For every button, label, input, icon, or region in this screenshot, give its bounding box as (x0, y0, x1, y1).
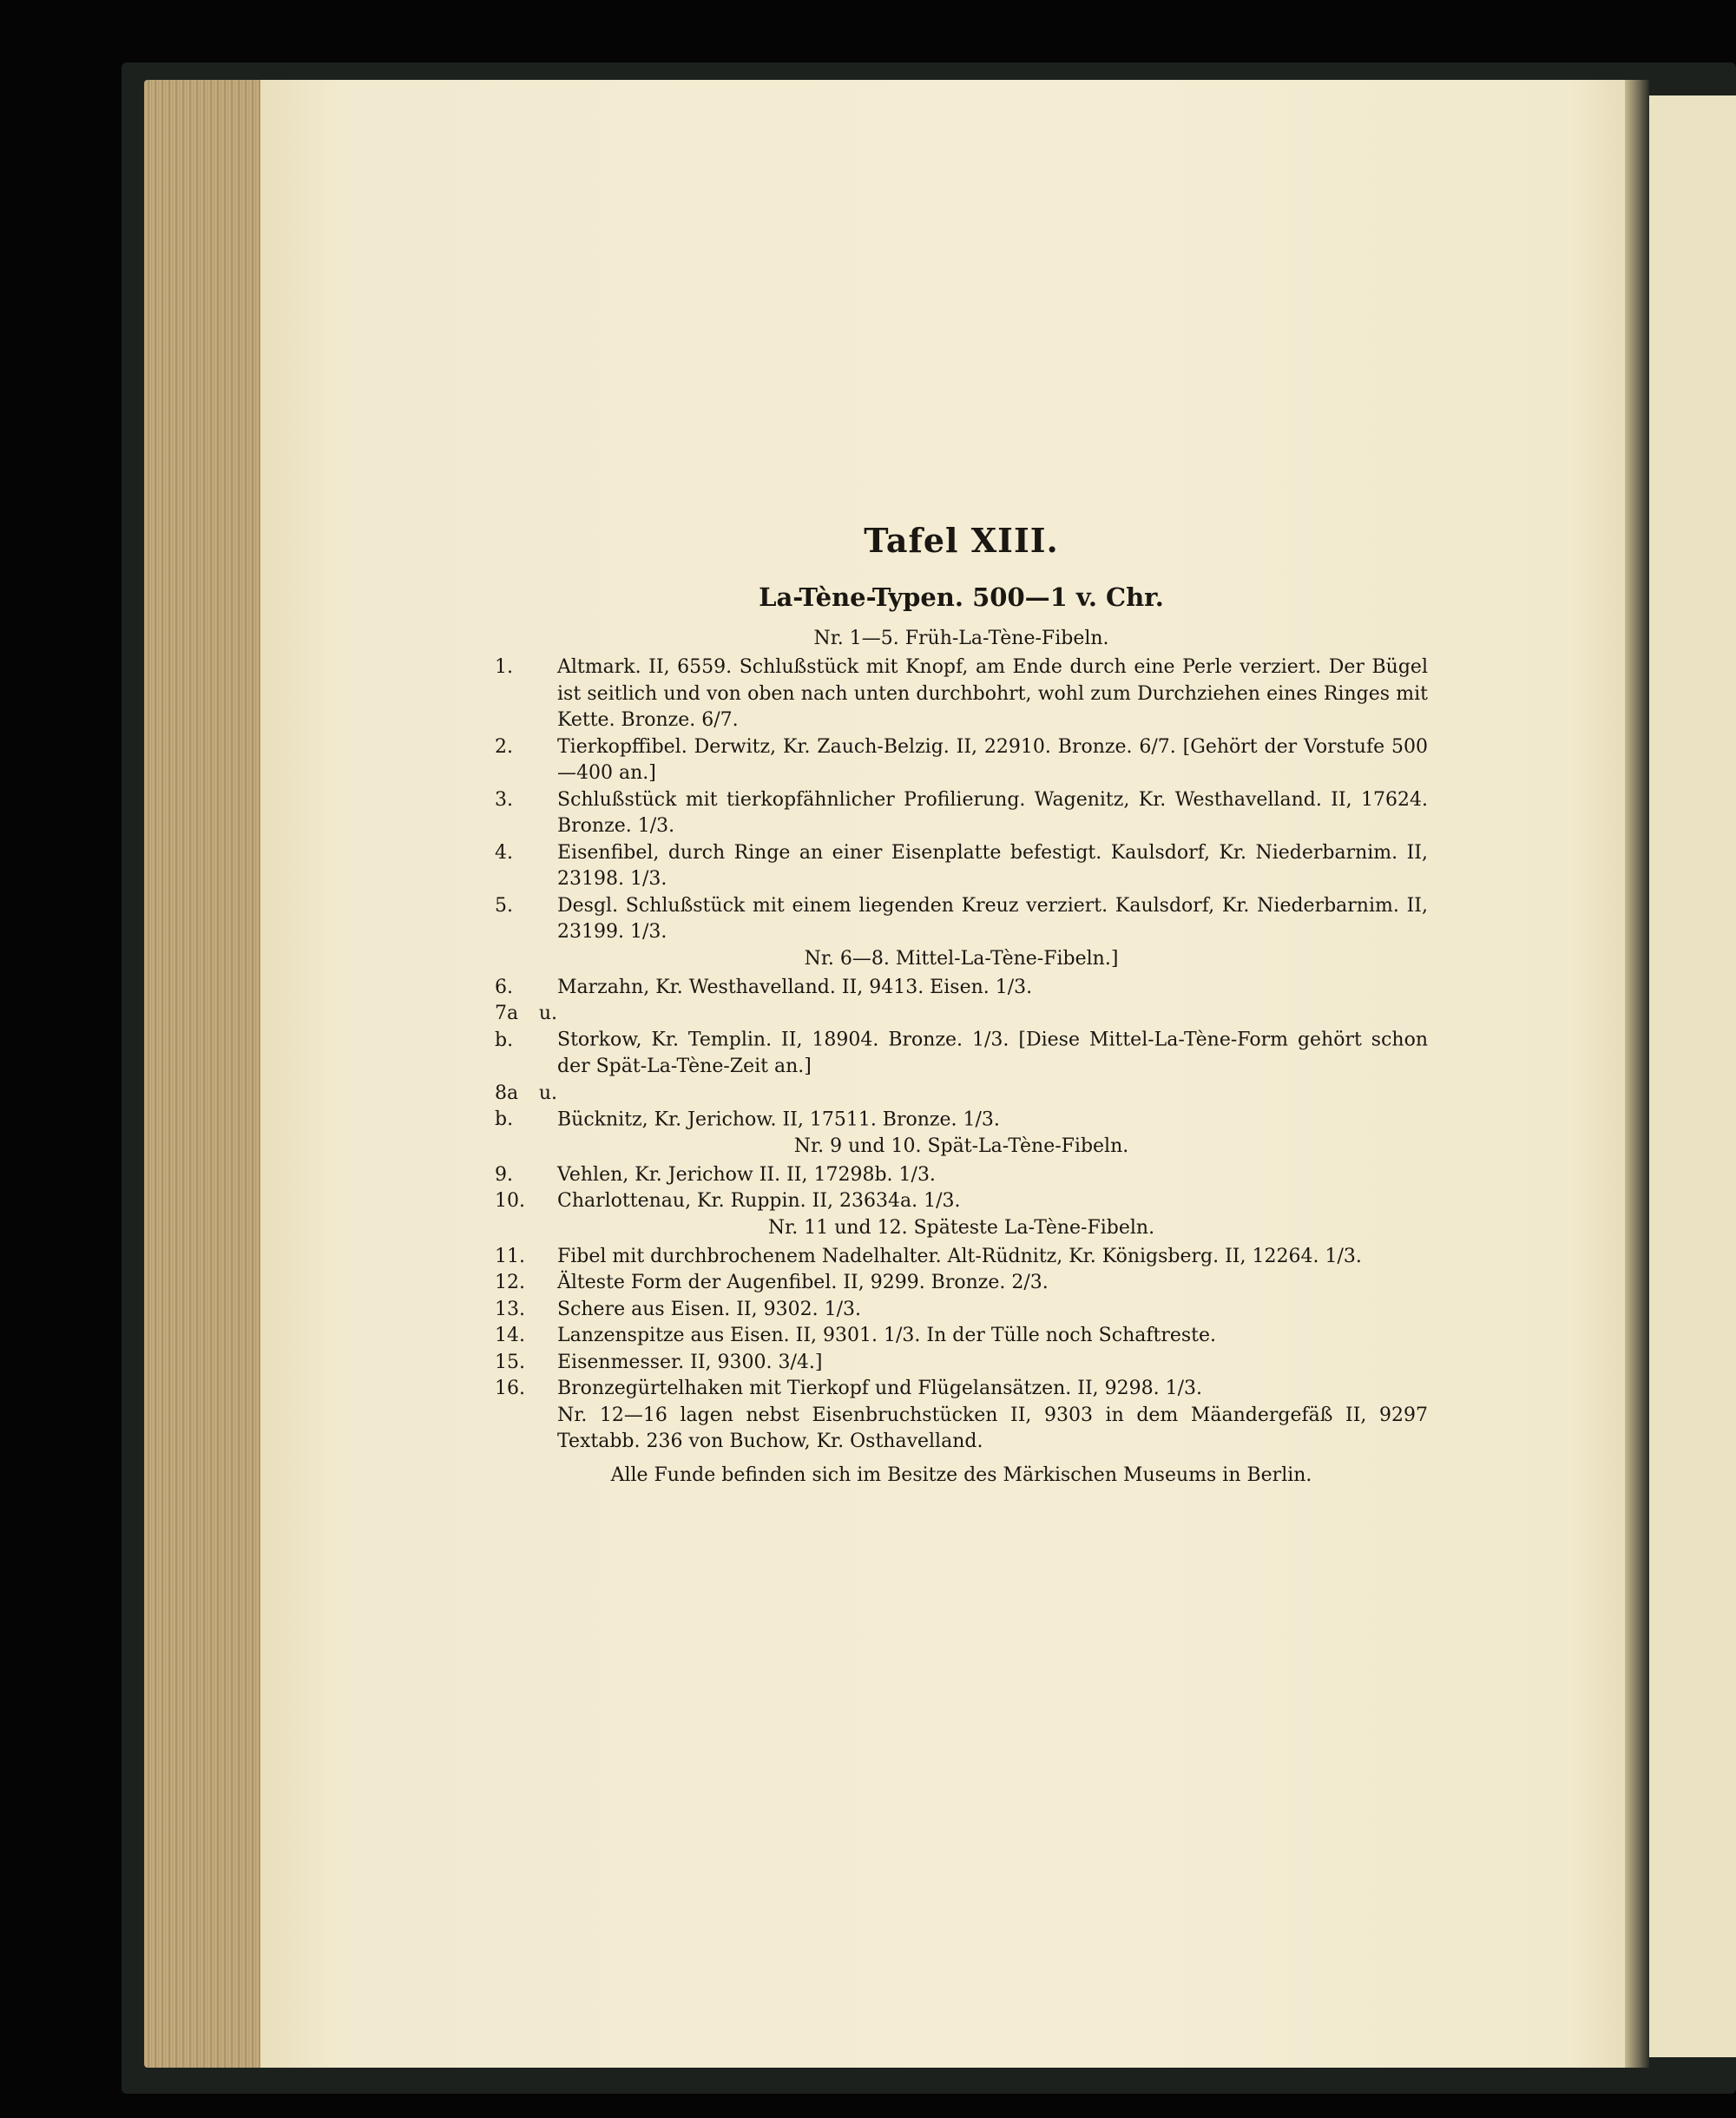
entry-number: 4. (495, 841, 513, 864)
section-heading: Nr. 1—5. Früh-La-Tène-Fibeln. (813, 628, 1109, 649)
catalog-entry (495, 1001, 1428, 1081)
entry-number: 9. (495, 1163, 513, 1186)
entry-text: Marzahn, Kr. Westhavelland. II, 9413. Eisen. 1/3. (557, 976, 1033, 998)
entry-number: 1. (495, 656, 513, 678)
catalog-entry (495, 787, 1428, 840)
entry-text: Tierkopffibel. Derwitz, Kr. Zauch-Belzig. II, 22910. Bronze. 6/7. [Gehört der Vorstufe 500—400 an.] (557, 735, 1428, 784)
entry-sections (495, 628, 1428, 1403)
entry-text: Vehlen, Kr. Jerichow II. II, 17298b. 1/3. (557, 1163, 936, 1186)
entry-text: Bronzegürtelhaken mit Tierkopf und Flügelansätzen. II, 9298. 1/3. (557, 1378, 1203, 1399)
entry-number: 16. (495, 1378, 525, 1399)
entry-number: 15. (495, 1351, 525, 1373)
catalog-entry (495, 840, 1428, 893)
catalog-entry (495, 1323, 1428, 1350)
catalog-entry (495, 975, 1428, 1002)
catalog-entry (495, 1270, 1428, 1297)
entry-number: 7a u. b. (495, 1003, 557, 1051)
entry-number: 6. (495, 976, 513, 998)
entry-text: Altmark. II, 6559. Schlußstück mit Knopf, am Ende durch eine Perle verziert. Der Bügel ist seitlich und von oben nach unten durchbohrt, wohl zum Durchziehen eines Ringes mit Kette. Bronze. 6/7. (557, 656, 1428, 731)
catalog-entry (495, 893, 1428, 946)
entry-number: 11. (495, 1245, 525, 1267)
entry-number: 8a u. b. (495, 1082, 557, 1130)
entry-number: 10. (495, 1190, 525, 1212)
entry-text: Älteste Form der Augenfibel. II, 9299. Bronze. 2/3. (557, 1272, 1049, 1293)
catalog-entry (495, 1162, 1428, 1189)
section-heading: Nr. 6—8. Mittel-La-Tène-Fibeln.] (804, 947, 1119, 970)
entry-text: Schere aus Eisen. II, 9302. 1/3. (557, 1298, 861, 1320)
entry-text: Fibel mit durchbrochenem Nadelhalter. Alt-Rüdnitz, Kr. Königsberg. II, 12264. 1/3. (557, 1245, 1362, 1267)
footer-line: Alle Funde befinden sich im Besitze des Märkischen Museums in Berlin. (610, 1464, 1312, 1486)
entry-number: 2. (495, 735, 513, 758)
note: Nr. 12—16 lagen nebst Eisenbruchstücken II, 9303 in dem Mäandergefäß II, 9297 Textabb. 236 von Buchow, Kr. Osthavelland. (557, 1404, 1428, 1452)
catalog-entry (495, 1244, 1428, 1271)
entry-text: Schlußstück mit tierkopfähnlicher Profilierung. Wagenitz, Kr. Westhavelland. II, 17624. Bronze. 1/3. (557, 788, 1428, 837)
entry-text: Eisenfibel, durch Ringe an einer Eisenplatte befestigt. Kaulsdorf, Kr. Niederbarnim. II, 23198. 1/3. (557, 841, 1428, 890)
catalog-entry (495, 1350, 1428, 1377)
catalog-entry (495, 1188, 1428, 1215)
entry-text: Lanzenspitze aus Eisen. II, 9301. 1/3. In der Tülle noch Schaftreste. (557, 1325, 1217, 1346)
catalog-entry (495, 734, 1428, 787)
entry-number: 12. (495, 1272, 525, 1293)
plate-subtitle: La-Tène-Typen. 500—1 v. Chr. (759, 582, 1164, 612)
entry-number: 5. (495, 894, 513, 917)
entry-number: 3. (495, 788, 513, 811)
plate-title: Tafel XIII. (864, 521, 1059, 560)
book-gutter (1625, 80, 1649, 2068)
entry-number: 14. (495, 1325, 525, 1346)
catalog-entry (495, 654, 1428, 734)
catalog-entry (495, 1376, 1428, 1403)
page-text (495, 521, 1428, 1486)
entry-number: 13. (495, 1298, 525, 1320)
entry-text: Eisenmesser. II, 9300. 3/4.] (557, 1351, 823, 1373)
section-heading: Nr. 11 und 12. Späteste La-Tène-Fibeln. (767, 1216, 1155, 1239)
facing-page-edge (1649, 95, 1736, 2057)
entry-text: Storkow, Kr. Templin. II, 18904. Bronze. 1/3. [Diese Mittel-La-Tène-Form gehört schon der Spät-La-Tène-Zeit an.] (557, 1029, 1428, 1077)
entry-text: Bücknitz, Kr. Jerichow. II, 17511. Bronze. 1/3. (557, 1108, 1000, 1130)
page-edges (144, 80, 266, 2068)
catalog-entry (495, 1297, 1428, 1324)
catalog-entry (495, 1081, 1428, 1134)
entry-text: Desgl. Schlußstück mit einem liegenden Kreuz verziert. Kaulsdorf, Kr. Niederbarnim. II, 23199. 1/3. (557, 894, 1428, 943)
section-heading: Nr. 9 und 10. Spät-La-Tène-Fibeln. (793, 1135, 1129, 1157)
entry-text: Charlottenau, Kr. Ruppin. II, 23634a. 1/3. (557, 1190, 961, 1212)
